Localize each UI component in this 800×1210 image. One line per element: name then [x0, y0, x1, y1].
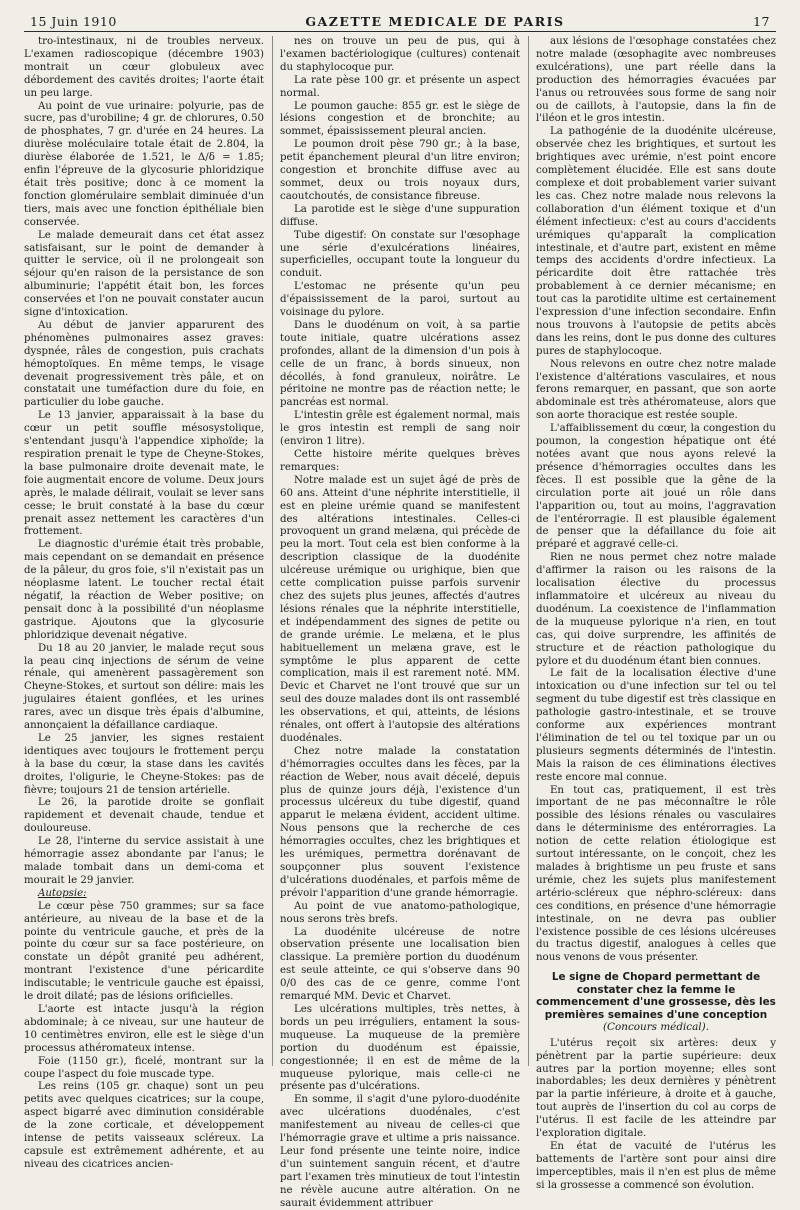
paragraph: Notre malade est un sujet âgé de près de 60 ans. Atteint d'une néphrite interstitielle, il est en pleine urémie quand se manifestent des altérations intestinales. Celles-ci provoquent un grand melæna, qui précède de peu la mort. Tout cela est bien conforme à la description classique de la duodénite ulcéreuse urémique ou urighique, bien que cette complication puisse parfois survenir chez des sujets plus jeunes, affectés d'autres lésions rénales que la néphrite interstitielle, et indépendamment des signes de petite ou de grande urémie. Le melæna, et le plus habituellement un melæna grave, est le symptôme le plus apparent de cette complication, mais il est rarement noté. MM. Devic et Charvet ne l'ont trouvé que sur un seul des douze malades dont ils ont rassemblé les observations, et qui, atteints, de lésions rénales, ont offert à l'autopsie des altérations duodénales. [280, 474, 520, 744]
paragraph: Rien ne nous permet chez notre malade d'affirmer la raison ou les raisons de la localisation élective du processus inflammatoire et ulcéreux au niveau du duodénum. La coexistence de l'inflammation de la muqueuse pylorique n'a rien, en tout cas, qui doive surprendre, les affinités de structure et de réaction pathologique du pylore et du duodénum étant bien connues. [536, 552, 776, 667]
paragraph: Le poumon gauche: 855 gr. est le siège de lésions congestion et de bronchite; au sommet, épaississement pleural ancien. [280, 100, 520, 138]
paragraph: Les ulcérations multiples, très nettes, à bords un peu irréguliers, entament la sous-muqueuse. La muqueuse de la première portion du duodénum est épaissie, congestionnée; il en est de même de la muqueuse pylorique, mais celle-ci ne présente pas d'ulcérations. [280, 1003, 520, 1093]
paragraph: Les reins (105 gr. chaque) sont un peu petits avec quelques cicatrices; sur la coupe, aspect bigarré avec diminution considérable de la zone corticale, et développement intense de petits vaisseaux scléreux. La capsule est extrêmement adhérente, et au niveau des cicatrices ancien- [24, 1081, 264, 1170]
page-header [24, 14, 776, 32]
column-right [528, 36, 776, 1191]
paragraph: L'aorte est intacte jusqu'à la région abdominale; à ce niveau, sur une hauteur de 10 centimètres environ, elle est le siège d'un processus athéromateux intense. [24, 1003, 264, 1054]
journal-title: GAZETTE MEDICALE DE PARIS [305, 14, 565, 29]
paragraph: nes on trouve un peu de pus, qui à l'examen bactériologique (cultures) contenait du staphylocoque pur. [280, 36, 520, 73]
page-number: 17 [753, 14, 770, 29]
paragraph: Foie (1150 gr.), ficelé, montrant sur la coupe l'aspect du foie muscade type. [24, 1055, 264, 1080]
paragraph: Au début de janvier apparurent des phénomènes pulmonaires assez graves: dyspnée, râles de congestion, puis crachats hémoptoïques. En même temps, le visage devenait progressivement très pâle, et on constatait une tuméfaction dure du foie, en particulier du lobe gauche. [24, 319, 264, 409]
paragraph: En somme, il s'agit d'une pyloro-duodénite avec ulcérations duodénales, c'est manifestement au niveau de celles-ci que l'hémorragie grave et ultime a pris naissance. Leur fond présente une teinte noire, indice d'un suintement sanguin récent, et d'autre part l'examen très minutieux de tout l'intestin ne révèle aucune autre altération. On ne saurait évidemment attribuer [280, 1094, 520, 1209]
paragraph: La pathogénie de la duodénite ulcéreuse, observée chez les brightiques, et surtout les brightiques avec urémie, n'est point encore complètement élucidée. Elle est sans doute complexe et doit probablement varier suivant les cas. Chez notre malade nous relevons la collaboration d'un élément toxique et d'un élément infectieux: c'est au cours d'accidents urémiques qu'apparaît la complication intestinale, et d'autre part, existent en même temps des accidents d'ordre infectieux. La péricardite doit être rattachée très probablement à ce dernier mécanisme; en tout cas la parotidite ultime est certainement l'expression d'une infection secondaire. Enfin nous trouvons à l'autopsie de petits abcès dans les reins, dont le pus donne des cultures pures de staphylocoque. [536, 126, 776, 357]
paragraph: En état de vacuité de l'utérus les battements de l'artère sont pour ainsi dire imperceptibles, mais il n'en est plus de même si la grossesse a commencé son évolution. [536, 1141, 776, 1191]
column-left [24, 36, 264, 1170]
paragraph: Le malade demeurait dans cet état assez satisfaisant, sur le point de demander à quitter le service, où il ne prolongeait son séjour qu'en raison de la persistance de son albuminurie; l'appétit était bon, les forces conservées et l'on ne pouvait constater aucun signe d'intoxication. [24, 229, 264, 319]
paragraph: Cette histoire mérite quelques brèves remarques: [280, 449, 520, 473]
paragraph: L'affaiblissement du cœur, la congestion du poumon, la congestion hépatique ont été notées avant que nous ayons relevé la présence d'hémorragies occultes dans les fèces. Il est possible que la gêne de la circulation porte ait joué un rôle dans l'apparition ou, tout au moins, l'aggravation de l'entérorragie. Il est plausible également de penser que la défaillance du foie ait préparé et aggravé celle-ci. [536, 423, 776, 551]
paragraph: Nous relevons en outre chez notre malade l'existence d'altérations vasculaires, et nous ferons remarquer, en passant, que son aorte abdominale est très athéromateuse, alors que son aorte thoracique est restée souple. [536, 358, 776, 422]
article-title: Le signe de Chopard permettant de constater chez la femme le commencement d'une grossesse, dès les premières semaines d'une conception [536, 971, 776, 1021]
paragraph: Du 18 au 20 janvier, le malade reçut sous la peau cinq injections de sérum de veine rénale, qui amenèrent passagèrement son Cheyne-Stokes, et surtout son délire: mais les jugulaires étaient gonflées, et les urines rares, avec un disque très épais d'albumine, annonçaient la défaillance cardiaque. [24, 642, 264, 732]
paragraph: Chez notre malade la constatation d'hémorragies occultes dans les fèces, par la réaction de Weber, nous avait décelé, depuis plus de quinze jours déjà, l'existence d'un processus ulcéreux du tube digestif, quand apparut le melæna évident, accident ultime. Nous pensons que la recherche de ces hémorragies occultes, chez les brightiques et les urémiques, permettra dorénavant de soupçonner plus souvent l'existence d'ulcérations duodénales, et parfois même de prévoir l'apparition d'une grande hémorragie. [280, 745, 520, 899]
autopsy-and-discussion [280, 36, 520, 1210]
paragraph: Le 28, l'interne du service assistait à une hémorragie assez abondante par l'anus; le malade tombait dans un demi-coma et mourait le 29 janvier. [24, 836, 264, 886]
autopsie-label: Autopsie: [38, 887, 87, 899]
paragraph: Le 26, la parotide droite se gonflait rapidement et devenait chaude, tendue et douloureuse. [24, 797, 264, 835]
paragraph: L'estomac ne présente qu'un peu d'épaississement de la paroi, surtout au voisinage du pylore. [280, 281, 520, 319]
paragraph: Au point de vue anatomo-pathologique, nous serons très brefs. [280, 900, 520, 925]
paragraph: La rate pèse 100 gr. et présente un aspect normal. [280, 74, 520, 99]
paragraph: La parotide est le siège d'une suppuration diffuse. [280, 203, 520, 228]
paragraph: Le fait de la localisation élective d'une intoxication ou d'une infection sur tel ou tel segment du tube digestif est très classique en pathologie gastro-intestinale, et se trouve conforme aux expériences montrant l'élimination de tel ou tel toxique par un ou plusieurs segments déterminés de l'intestin. Mais la raison de ces éliminations électives reste encore mal connue. [536, 668, 776, 783]
paragraph: Dans le duodénum on voit, à sa partie toute initiale, quatre ulcérations assez profondes, allant de la dimension d'un pois à celle de un franc, à bords sinueux, non décollés, à fond granuleux, noirâtre. Le péritoine ne montre pas de réaction nette; le pancréas est normal. [280, 319, 520, 409]
autopsy-findings [24, 901, 264, 1172]
paragraph: Le cœur pèse 750 grammes; sur sa face antérieure, au niveau de la base et de la pointe du ventricule gauche, et près de la pointe du cœur sur sa face postérieure, on constate un dépôt granité peu adhérent, montrant l'existence d'une péricardite indiscutable; le ventricule gauche est épaissi, le droit dilaté; pas de lésions orificielles. [24, 900, 264, 1003]
text-columns [24, 36, 776, 1209]
paragraph: aux lésions de l'œsophage constatées chez notre malade (œsophagite avec nombreuses exulcérations), une part réelle dans la production des hémorragies évacuées par l'anus ou retrouvées sous forme de sang noir ou de caillots, à l'autopsie, dans la fin de l'iléon et le gros intestin. [536, 36, 776, 125]
article-source: (Concours médical). [603, 1021, 709, 1034]
article-heading [536, 971, 776, 1034]
paragraph: L'intestin grêle est également normal, mais le gros intestin est rempli de sang noir (environ 1 litre). [280, 410, 520, 448]
paragraph: Le poumon droit pèse 790 gr.; à la base, petit épanchement pleural d'un litre environ; congestion et bronchite diffuse avec au sommet, deux ou trois noyaux durs, caoutchoutés, de consistance fibreuse. [280, 139, 520, 202]
paragraph: Le 13 janvier, apparaissait à la base du cœur un petit souffle mésosystolique, s'entendant jusqu'à l'appendice xiphoïde; la respiration prenait le type de Cheyne-Stokes, la base pulmonaire droite devenait mate, le foie augmentait encore de volume. Deux jours après, le malade délirait, voulait se lever sans cesse; le bruit constaté à la base du cœur prenait assez nettement les caractères d'un frottement. [24, 410, 264, 538]
chopard-article-body [536, 1038, 776, 1193]
paragraph: La duodénite ulcéreuse de notre observation présente une localisation bien classique. La première portion du duodénum est seule atteinte, ce qui s'observe dans 90 0/0 des cas de ce genre, comme l'ont remarqué MM. Devic et Charvet. [280, 926, 520, 1003]
paragraph: tro-intestinaux, ni de troubles nerveux. L'examen radioscopique (décembre 1903) montrait un cœur globuleux avec débordement des cavités droites; l'aorte était un peu large. [24, 36, 264, 99]
pathogenesis-discussion [536, 36, 776, 965]
paragraph: Tube digestif: On constate sur l'œsophage une série d'exulcérations linéaires, superficielles, occupant toute la longueur du conduit. [280, 229, 520, 280]
paragraph: Au point de vue urinaire: polyurie, pas de sucre, pas d'urobiline; 4 gr. de chlorures, 0.50 de phosphates, 7 gr. d'urée en 24 heures. La diurèse moléculaire totale était de 2.804, la diurèse élaborée de 1.521, le Δ/δ = 1.85; enfin l'épreuve de la glycosurie phloridzique était très positive; donc à ce moment la fonction glomérulaire semblait diminuée d'un tiers, mais avec une fonction épithéliale bien conservée. [24, 100, 264, 228]
paragraph: Le 25 janvier, les signes restaient identiques avec toujours le frottement perçu à la base du cœur, la stase dans les cavités droites, l'oligurie, le Cheyne-Stokes: pas de fièvre; toujours 21 de tension artérielle. [24, 732, 264, 796]
paragraph: Le diagnostic d'urémie était très probable, mais cependant on se demandait en présence de la pâleur, du gros foie, s'il n'existait pas un néoplasme latent. Le toucher rectal était négatif, la réaction de Weber positive; on pensait donc à la possibilité d'un néoplasme gastrique. Ajoutons que la glycosurie phloridzique devenait négative. [24, 539, 264, 641]
column-middle [272, 36, 520, 1209]
paragraph: L'utérus reçoit six artères: deux y pénètrent par la partie supérieure: deux autres par la portion moyenne; elles sont inabordables; les deux dernières y pénètrent par la partie inférieure, à droite et à gauche, tout auprès de l'insertion du col au corps de l'utérus. Il est facile de les atteindre par l'exploration digitale. [536, 1037, 776, 1140]
paragraph: En tout cas, pratiquement, il est très important de ne pas méconnaître le rôle possible des lésions rénales ou vasculaires dans le déterminisme des entérorragies. La notion de cette relation étiologique est surtout intéressante, on le conçoit, chez les malades à brightisme un peu fruste et sans urémie, chez les sujets plus manifestement artério-scléreux que néphro-scléreux: dans ces conditions, en présence d'une hémorragie intestinale, on ne devra pas oublier l'existence possible de ces lésions ulcéreuses du tractus digestif, analogues à celles que nous venons de vous présenter. [536, 784, 776, 964]
case-history [24, 36, 264, 888]
issue-date: 15 Juin 1910 [30, 14, 117, 29]
